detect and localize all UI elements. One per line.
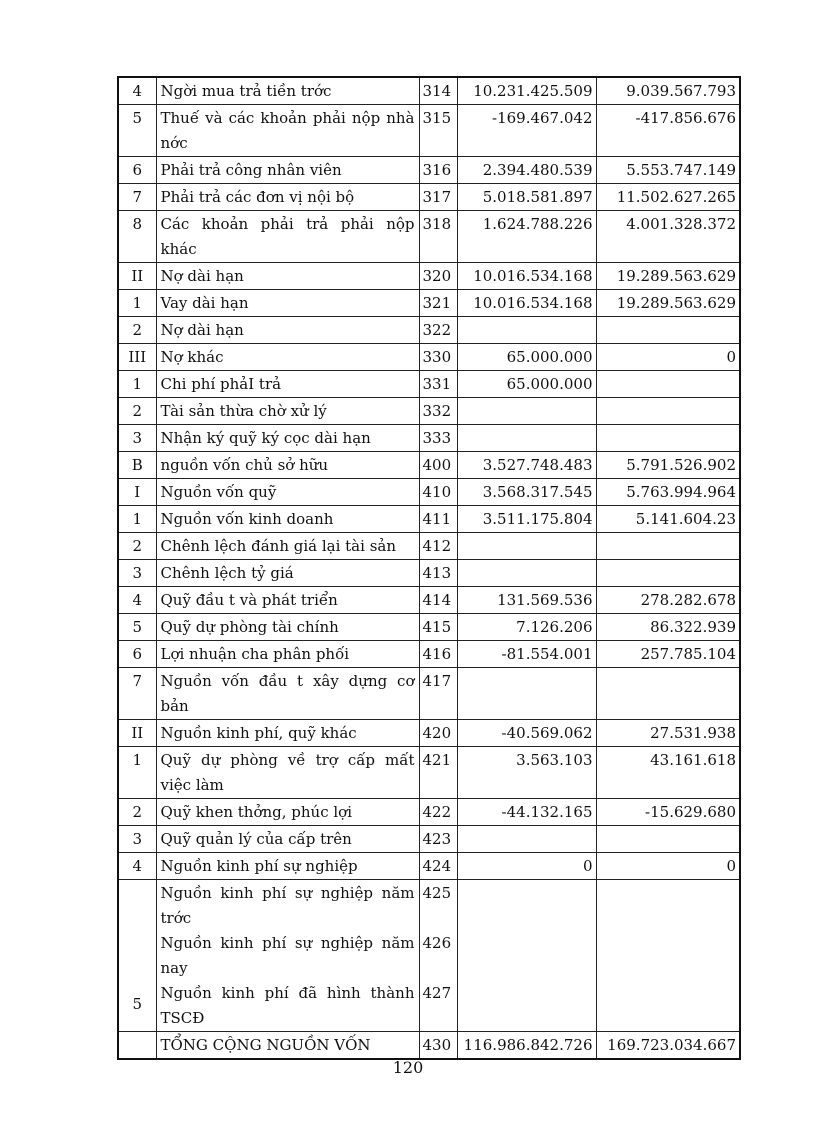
row-number: 2	[118, 398, 156, 425]
table-row	[118, 747, 740, 799]
row-item-name: nguồn vốn chủ sở hữu	[156, 452, 419, 479]
row-value-start: 3.563.103	[457, 747, 596, 799]
row-value-end: 278.282.678	[596, 587, 740, 614]
row-value-start: -44.132.165	[457, 799, 596, 826]
row-value-start: -81.554.001	[457, 641, 596, 668]
row-number: 5	[118, 614, 156, 641]
row-value-end: 0	[596, 853, 740, 880]
row-item-name: Chi phí phảI trả	[156, 371, 419, 398]
row-item-name: Phải trả công nhân viên	[156, 157, 419, 184]
row-item-name: Chênh lệch đánh giá lại tài sản	[156, 533, 419, 560]
row-item-name: Chênh lệch tỷ giá	[156, 560, 419, 587]
total-value-end: 169.723.034.667	[596, 1032, 740, 1060]
row-value-start	[457, 826, 596, 853]
row-value-start	[457, 425, 596, 452]
table-row	[118, 398, 740, 425]
row-number: 6	[118, 157, 156, 184]
row-code: 415	[419, 614, 457, 641]
row-item-name: Nguồn kinh phí, quỹ khác	[156, 720, 419, 747]
row-value-end: -417.856.676	[596, 105, 740, 157]
row-code: 331	[419, 371, 457, 398]
row-value-start	[457, 668, 596, 720]
total-label: TỔNG CỘNG NGUỒN VỐN	[156, 1032, 419, 1060]
table-row	[118, 184, 740, 211]
row-code: 315	[419, 105, 457, 157]
row-number: 1	[118, 506, 156, 533]
table-row	[118, 533, 740, 560]
row-value-end	[596, 880, 740, 1032]
row-codes	[419, 880, 457, 1032]
row-code: 333	[419, 425, 457, 452]
row-number: 2	[118, 799, 156, 826]
row-code: 332	[419, 398, 457, 425]
row-value-start: 65.000.000	[457, 344, 596, 371]
table-row	[118, 77, 740, 105]
row-value-end: 5.553.747.149	[596, 157, 740, 184]
row-number: B	[118, 452, 156, 479]
table-row	[118, 344, 740, 371]
row-number: 2	[118, 533, 156, 560]
total-code: 430	[419, 1032, 457, 1060]
row-number: 1	[118, 747, 156, 799]
row-value-start: -169.467.042	[457, 105, 596, 157]
row-code: 411	[419, 506, 457, 533]
row-value-end	[596, 826, 740, 853]
table-row	[118, 560, 740, 587]
row-value-start	[457, 533, 596, 560]
row-value-start	[457, 880, 596, 1032]
row-code: 321	[419, 290, 457, 317]
row-value-start: 10.231.425.509	[457, 77, 596, 105]
row-number: 8	[118, 211, 156, 263]
row-code: 322	[419, 317, 457, 344]
row-value-end: 257.785.104	[596, 641, 740, 668]
row-item-name: Các khoản phải trả phải nộp khác	[156, 211, 419, 263]
row-number: 4	[118, 587, 156, 614]
row-value-start: 3.527.748.483	[457, 452, 596, 479]
row-number: 1	[118, 371, 156, 398]
row-code: 421	[419, 747, 457, 799]
table-row	[118, 720, 740, 747]
row-item-name: Lợi nhuận cha phân phối	[156, 641, 419, 668]
row-code: 317	[419, 184, 457, 211]
row-item-name: Quỹ dự phòng về trợ cấp mất việc làm	[156, 747, 419, 799]
row-value-end: 0	[596, 344, 740, 371]
row-item-names	[156, 880, 419, 1032]
row-item-name: Vay dài hạn	[156, 290, 419, 317]
row-value-end: 43.161.618	[596, 747, 740, 799]
row-value-start: 7.126.206	[457, 614, 596, 641]
row-value-end	[596, 533, 740, 560]
table-row	[118, 799, 740, 826]
row-value-end: 27.531.938	[596, 720, 740, 747]
row-code: 412	[419, 533, 457, 560]
row-value-start: -40.569.062	[457, 720, 596, 747]
row-number: III	[118, 344, 156, 371]
row-item-name: Nguồn kinh phí sự nghiệp năm nay	[160, 934, 415, 977]
row-code: 417	[419, 668, 457, 720]
row-code: 318	[419, 211, 457, 263]
row-item-name: Ngời mua trả tiền trớc	[156, 77, 419, 105]
row-value-start: 131.569.536	[457, 587, 596, 614]
row-number	[118, 1032, 156, 1060]
row-code: 424	[419, 853, 457, 880]
row-value-end: 5.763.994.964	[596, 479, 740, 506]
row-number: II	[118, 720, 156, 747]
table-row	[118, 211, 740, 263]
table-row	[118, 479, 740, 506]
row-value-end	[596, 398, 740, 425]
row-code: 320	[419, 263, 457, 290]
row-code: 422	[419, 799, 457, 826]
table-row	[118, 263, 740, 290]
row-value-end	[596, 560, 740, 587]
row-code: 314	[419, 77, 457, 105]
row-number: 4	[118, 77, 156, 105]
row-value-end: -15.629.680	[596, 799, 740, 826]
row-code: 427	[422, 984, 452, 1002]
row-number: 6	[118, 641, 156, 668]
balance-sheet-table	[117, 76, 741, 1060]
row-value-start	[457, 317, 596, 344]
row-value-start: 65.000.000	[457, 371, 596, 398]
row-number: 5	[118, 105, 156, 157]
row-value-end: 19.289.563.629	[596, 263, 740, 290]
row-value-start: 5.018.581.897	[457, 184, 596, 211]
row-item-name: Quỹ đầu t và phát triển	[156, 587, 419, 614]
row-code: 423	[419, 826, 457, 853]
row-number: 3	[118, 425, 156, 452]
table-row	[118, 668, 740, 720]
row-number: 3	[118, 560, 156, 587]
row-code: 420	[419, 720, 457, 747]
table-row	[118, 826, 740, 853]
row-value-end	[596, 668, 740, 720]
row-number: 2	[118, 317, 156, 344]
row-value-end: 5.791.526.902	[596, 452, 740, 479]
row-code: 413	[419, 560, 457, 587]
row-value-start: 2.394.480.539	[457, 157, 596, 184]
table-row	[118, 506, 740, 533]
table-row	[118, 853, 740, 880]
row-number: II	[118, 263, 156, 290]
row-number: 1	[118, 290, 156, 317]
row-number: 7	[118, 668, 156, 720]
table-row-group	[118, 880, 740, 1032]
row-number: I	[118, 479, 156, 506]
row-value-start: 3.511.175.804	[457, 506, 596, 533]
row-value-end: 11.502.627.265	[596, 184, 740, 211]
row-code: 410	[419, 479, 457, 506]
row-item-name: Nguồn vốn quỹ	[156, 479, 419, 506]
row-value-end: 86.322.939	[596, 614, 740, 641]
row-code: 416	[419, 641, 457, 668]
table-row	[118, 317, 740, 344]
table-row	[118, 105, 740, 157]
row-value-start: 10.016.534.168	[457, 290, 596, 317]
page-number: 120	[392, 1058, 424, 1077]
total-row	[118, 1032, 740, 1060]
row-item-name: Nguồn vốn kinh doanh	[156, 506, 419, 533]
row-item-name: Nguồn kinh phí sự nghiệp năm trớc	[160, 884, 415, 927]
row-value-start	[457, 560, 596, 587]
row-value-end	[596, 371, 740, 398]
row-number: 4	[118, 853, 156, 880]
row-item-name: Nguồn vốn đầu t xây dựng cơ bản	[156, 668, 419, 720]
table-row	[118, 425, 740, 452]
table-row	[118, 641, 740, 668]
row-code: 425	[422, 884, 452, 902]
row-code: 414	[419, 587, 457, 614]
row-number: 7	[118, 184, 156, 211]
row-code: 316	[419, 157, 457, 184]
row-item-name: Quỹ khen thởng, phúc lợi	[156, 799, 419, 826]
row-code: 426	[422, 934, 452, 952]
row-code: 400	[419, 452, 457, 479]
row-item-name: Nhận ký quỹ ký cọc dài hạn	[156, 425, 419, 452]
row-number: 5	[118, 880, 156, 1032]
row-value-end: 9.039.567.793	[596, 77, 740, 105]
row-item-name: Thuế và các khoản phải nộp nhà nớc	[156, 105, 419, 157]
row-item-name: Quỹ quản lý của cấp trên	[156, 826, 419, 853]
row-code: 330	[419, 344, 457, 371]
row-value-start: 10.016.534.168	[457, 263, 596, 290]
row-value-end: 4.001.328.372	[596, 211, 740, 263]
row-value-start: 3.568.317.545	[457, 479, 596, 506]
row-value-end: 19.289.563.629	[596, 290, 740, 317]
row-value-end	[596, 425, 740, 452]
table-row	[118, 614, 740, 641]
row-item-name: Phải trả các đơn vị nội bộ	[156, 184, 419, 211]
row-value-start: 0	[457, 853, 596, 880]
row-value-start: 1.624.788.226	[457, 211, 596, 263]
table-row	[118, 587, 740, 614]
row-value-start	[457, 398, 596, 425]
row-item-name: Tài sản thừa chờ xử lý	[156, 398, 419, 425]
row-item-name: Nợ khác	[156, 344, 419, 371]
table-row	[118, 157, 740, 184]
row-value-end: 5.141.604.23	[596, 506, 740, 533]
table-row	[118, 290, 740, 317]
table-row	[118, 452, 740, 479]
table-row	[118, 371, 740, 398]
row-item-name: Nguồn kinh phí sự nghiệp	[156, 853, 419, 880]
row-item-name: Nợ dài hạn	[156, 263, 419, 290]
row-item-name: Nguồn kinh phí đã hình thành TSCĐ	[160, 984, 415, 1027]
total-value-start: 116.986.842.726	[457, 1032, 596, 1060]
row-item-name: Quỹ dự phòng tài chính	[156, 614, 419, 641]
table-body	[118, 77, 740, 880]
row-number: 3	[118, 826, 156, 853]
row-value-end	[596, 317, 740, 344]
row-item-name: Nợ dài hạn	[156, 317, 419, 344]
